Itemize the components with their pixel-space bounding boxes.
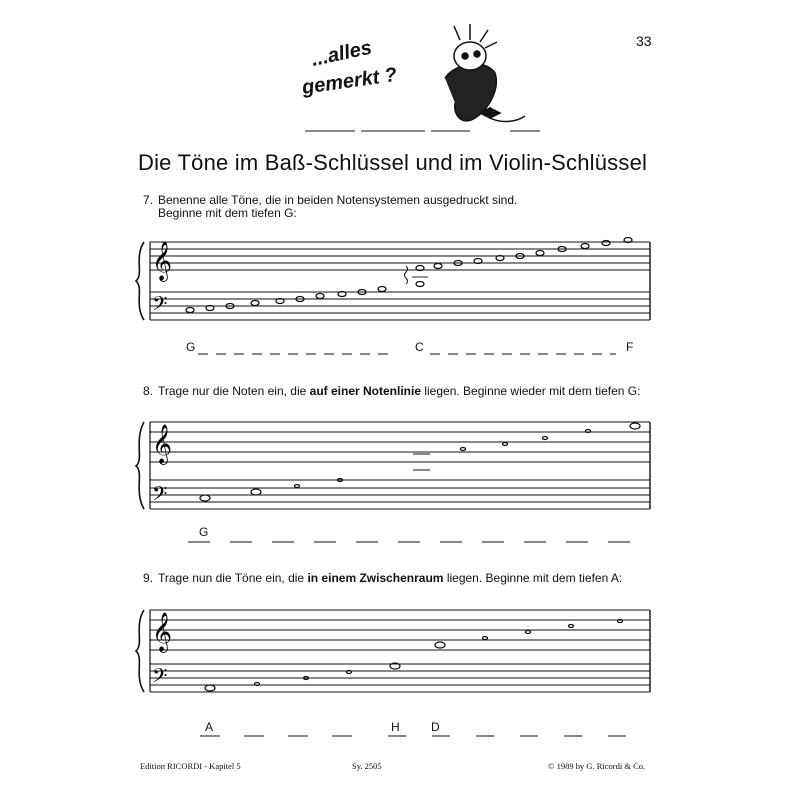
exercise-9-text: Trage nun die Töne ein, die in einem Zwischenraum liegen. Beginne mit dem tiefen A:: [158, 571, 623, 585]
exercise-9-number: 9.: [143, 571, 154, 585]
page-title: Die Töne im Baß-Schlüssel und im Violin-Schlüssel: [138, 150, 648, 175]
bass-clef-icon: 𝄢: [152, 483, 168, 510]
bass-staff: [150, 292, 650, 320]
svg-text:...alles: ...alles: [309, 36, 374, 71]
page-number: 33: [636, 33, 652, 49]
grand-staff-7: [130, 222, 655, 322]
brace-icon: [136, 422, 144, 509]
exercise-8-answer-g: G: [199, 525, 209, 539]
brace-icon: [136, 242, 144, 320]
answer-blanks-7b: [428, 352, 618, 356]
treble-clef-icon: 𝄞: [152, 425, 173, 463]
treble-staff: [150, 242, 650, 270]
answer-blanks-9a: [198, 734, 378, 738]
bass-clef-icon: 𝄢: [152, 293, 168, 320]
exercise-7-line1: Benenne alle Töne, die in beiden Notensystemen ausgedruckt sind.: [158, 193, 518, 207]
exercise-9-answer-h: H: [391, 720, 400, 734]
footer-center: Sy. 2505: [352, 761, 382, 771]
exercise-9-answer-d: D: [431, 720, 440, 734]
exercise-7-answer-c: C: [415, 340, 424, 354]
exercise-7-answer-f: F: [626, 340, 634, 354]
exercise-8-text: Trage nur die Noten ein, die auf einer Notenlinie liegen. Beginne wieder mit dem tiefen G:: [158, 384, 641, 398]
exercise-7-answer-g: G: [186, 340, 196, 354]
alles-gemerkt-logo: [295, 18, 545, 138]
answer-blanks-9b: [386, 734, 646, 738]
exercise-7-line2: Beginne mit dem tiefen G:: [158, 206, 297, 220]
treble-clef-icon: 𝄞: [152, 613, 173, 651]
answer-blanks-7a: [196, 352, 396, 356]
footer-right: © 1989 by G. Ricordi & Co.: [548, 761, 646, 771]
svg-text:gemerkt ?: gemerkt ?: [300, 63, 399, 99]
grand-staff-9: [130, 600, 655, 700]
grand-staff-8: [130, 412, 655, 512]
brace-icon: [136, 610, 144, 692]
bass-clef-icon: 𝄢: [152, 665, 168, 692]
exercise-7-number: 7.: [143, 193, 154, 207]
exercise-9-answer-a: A: [205, 720, 214, 734]
footer-left: Edition RICORDI - Kapitel 5: [140, 761, 241, 771]
logo-lettering: [300, 37, 399, 99]
treble-clef-icon: 𝄞: [152, 242, 173, 280]
exercise-8-number: 8.: [143, 384, 154, 398]
bird-cartoon-icon: [445, 24, 525, 122]
arpeggio-icon: [405, 266, 408, 284]
answer-blanks-8: [186, 540, 646, 544]
